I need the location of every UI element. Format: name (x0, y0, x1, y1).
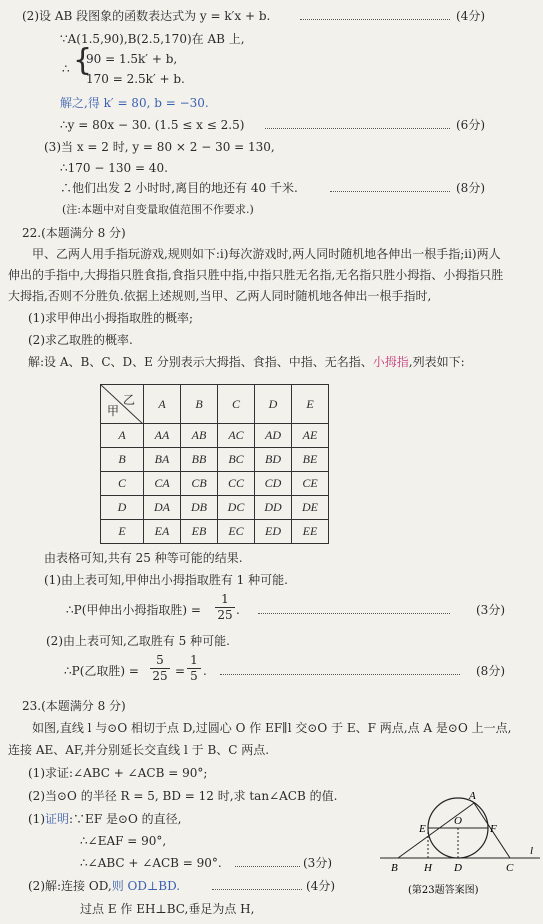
dot-leader (212, 889, 302, 890)
outcome-table (100, 384, 329, 544)
line-conclusion: ∴他们出发 2 小时时,离目的地还有 40 千米. (60, 181, 298, 195)
table-cell: CB (181, 472, 218, 496)
solution-highlight: 小拇指 (372, 355, 409, 369)
answer-2-probability: ∴P(乙取胜) = (64, 664, 139, 678)
geometry-figure (378, 785, 540, 913)
q22-paragraph-3: 大拇指,否则不分胜负.依据上述规则,当甲、乙两人同时随机地各伸出一根手指时, (8, 289, 432, 303)
points-label: (3分) (476, 603, 505, 617)
table-row (101, 448, 329, 472)
answer-text: (2)解:连接 OD, (28, 879, 112, 893)
table-cell: BD (255, 448, 292, 472)
points-label: (6分) (456, 118, 485, 132)
fraction-1-5 (187, 654, 201, 683)
figure-caption: (第23题答案图) (408, 885, 479, 896)
q22-subquestion-2: (2)求乙取胜的概率. (28, 333, 133, 347)
table-row (101, 472, 329, 496)
equation-2: 170 = 2.5k′ + b. (86, 72, 185, 86)
total-outcomes-line: 由表格可知,共有 25 种等可能的结果. (44, 551, 243, 565)
points-label: (3分) (303, 856, 332, 870)
equation-1: 90 = 1.5k′ + b, (86, 52, 178, 66)
corner-row-label: 甲 (107, 404, 120, 418)
answer-1-probability: ∴P(甲伸出小拇指取胜) = (66, 603, 201, 617)
table-cell: AB (181, 424, 218, 448)
q23-paragraph-1: 如图,直线 l 与⊙O 相切于点 D,过圆心 O 作 EF∥l 交⊙O 于 E、F 两点,点 A 是⊙O 上一点, (32, 721, 512, 735)
line-solve: 解之,得 k′ = 80, b = −30. (60, 96, 209, 110)
q23-subquestion-1: (1)求证:∠ABC + ∠ACB = 90°; (28, 766, 208, 780)
table-row (101, 424, 329, 448)
q23-answer-1-intro (28, 812, 181, 826)
table-row-header: A (101, 424, 144, 448)
label-e: E (419, 823, 426, 835)
period: . (203, 664, 207, 678)
dot-leader (220, 674, 460, 675)
table-col-header: C (218, 385, 255, 424)
fraction-5-25 (150, 654, 170, 683)
table-cell: CD (255, 472, 292, 496)
table-cell: AD (255, 424, 292, 448)
line-difference: ∴170 − 130 = 40. (60, 161, 168, 175)
denominator: 25 (152, 669, 168, 683)
dot-leader (300, 19, 450, 20)
dot-leader (330, 191, 450, 192)
label-b: B (391, 862, 398, 874)
q22-paragraph-1: 甲、乙两人用手指玩游戏,规则如下:i)每次游戏时,两人同时随机地各伸出一根手指;ii)两人 (32, 247, 501, 261)
q23-perpendicular-line: 过点 E 作 EH⊥BC,垂足为点 H, (80, 902, 255, 916)
line-ab (398, 803, 474, 858)
table-cell: BA (144, 448, 181, 472)
system-brace: { (73, 43, 93, 78)
solution-text: 解:设 A、B、C、D、E 分别表示大拇指、食指、中指、无名指、 (28, 355, 373, 369)
table-cell: EA (144, 520, 181, 544)
points-label: (4分) (456, 9, 485, 23)
answer-text: :∵EF 是⊙O 的直径, (69, 812, 182, 826)
table-col-header: B (181, 385, 218, 424)
table-cell: DA (144, 496, 181, 520)
table-row-header: D (101, 496, 144, 520)
period: . (236, 603, 240, 617)
fraction-1-25 (215, 593, 235, 622)
table-row (101, 520, 329, 544)
table-row-header: B (101, 448, 144, 472)
table-cell: BE (292, 448, 329, 472)
answer-1-reason: (1)由上表可知,甲伸出小拇指取胜有 1 种可能. (44, 573, 288, 587)
q22-title: 22.(本题满分 8 分) (22, 226, 126, 240)
note-line: (注:本题中对自变量取值范围不作要求.) (62, 203, 254, 216)
numerator: 1 (190, 653, 198, 667)
table-col-header: D (255, 385, 292, 424)
line-part3: (3)当 x = 2 时, y = 80 × 2 − 30 = 130, (44, 140, 275, 154)
label-o: O (454, 815, 462, 827)
dot-leader (265, 128, 450, 129)
label-c: C (506, 862, 514, 874)
table-cell: CE (292, 472, 329, 496)
answer-prefix: (1) (28, 812, 45, 826)
table-cell: DE (292, 496, 329, 520)
corner-col-label: 乙 (122, 393, 135, 407)
q23-subquestion-2: (2)当⊙O 的半径 R = 5, BD = 12 时,求 tan∠ACB 的值. (28, 789, 338, 803)
table-col-header: A (144, 385, 181, 424)
label-h: H (424, 862, 432, 874)
line-ab-expression: (2)设 AB 段图象的函数表达式为 y = k′x + b. (22, 9, 271, 23)
therefore-symbol: ∴ (62, 62, 70, 76)
table-cell: AA (144, 424, 181, 448)
q23-angle-eaf: ∴∠EAF = 90°, (80, 834, 167, 848)
table-row (101, 496, 329, 520)
table-cell: AC (218, 424, 255, 448)
equals-sign: = (175, 664, 186, 678)
points-label: (4分) (306, 879, 335, 893)
table-row-header: C (101, 472, 144, 496)
answer-2-reason: (2)由上表可知,乙取胜有 5 种可能. (46, 634, 230, 648)
table-cell: BB (181, 448, 218, 472)
table-cell: EC (218, 520, 255, 544)
label-l: l (530, 845, 534, 857)
solution-text: ,列表如下: (408, 355, 465, 369)
table-cell: EB (181, 520, 218, 544)
denominator: 25 (217, 608, 233, 622)
table-cell: CC (218, 472, 255, 496)
numerator: 1 (221, 592, 229, 606)
q23-paragraph-2: 连接 AE、AF,并分别延长交直线 l 于 B、C 两点. (8, 743, 270, 757)
dot-leader (235, 866, 300, 867)
q23-title: 23.(本题满分 8 分) (22, 699, 126, 713)
label-a: A (469, 790, 476, 802)
table-cell: EE (292, 520, 329, 544)
q23-angle-sum: ∴∠ABC + ∠ACB = 90°. (80, 856, 222, 870)
table-cell: ED (255, 520, 292, 544)
denominator: 5 (190, 669, 198, 683)
line-function-result: ∴y = 80x − 30. (1.5 ≤ x ≤ 2.5) (60, 118, 245, 132)
q22-solution-intro (28, 355, 465, 369)
dot-leader (258, 613, 450, 614)
points-label: (8分) (456, 181, 485, 195)
table-cell: AE (292, 424, 329, 448)
numerator: 5 (156, 653, 164, 667)
line-points-on-ab: ∵A(1.5,90),B(2.5,170)在 AB 上, (60, 32, 245, 46)
points-label: (8分) (476, 664, 505, 678)
q23-answer-2-intro (28, 879, 180, 893)
table-col-header: E (292, 385, 329, 424)
proof-label: 证明 (45, 812, 70, 826)
table-cell: DD (255, 496, 292, 520)
q22-paragraph-2: 伸出的手指中,大拇指只胜食指,食指只胜中指,中指只胜无名指,无名指只胜小拇指、小拇指只胜 (8, 268, 504, 282)
table-cell: DC (218, 496, 255, 520)
table-row-header: E (101, 520, 144, 544)
table-cell: DB (181, 496, 218, 520)
table-corner-cell (101, 385, 144, 424)
table-cell: BC (218, 448, 255, 472)
label-d: D (454, 862, 462, 874)
q22-subquestion-1: (1)求甲伸出小拇指取胜的概率; (28, 311, 194, 325)
label-f: F (490, 823, 497, 835)
table-cell: CA (144, 472, 181, 496)
highlighted-text: 则 OD⊥BD. (111, 879, 181, 893)
